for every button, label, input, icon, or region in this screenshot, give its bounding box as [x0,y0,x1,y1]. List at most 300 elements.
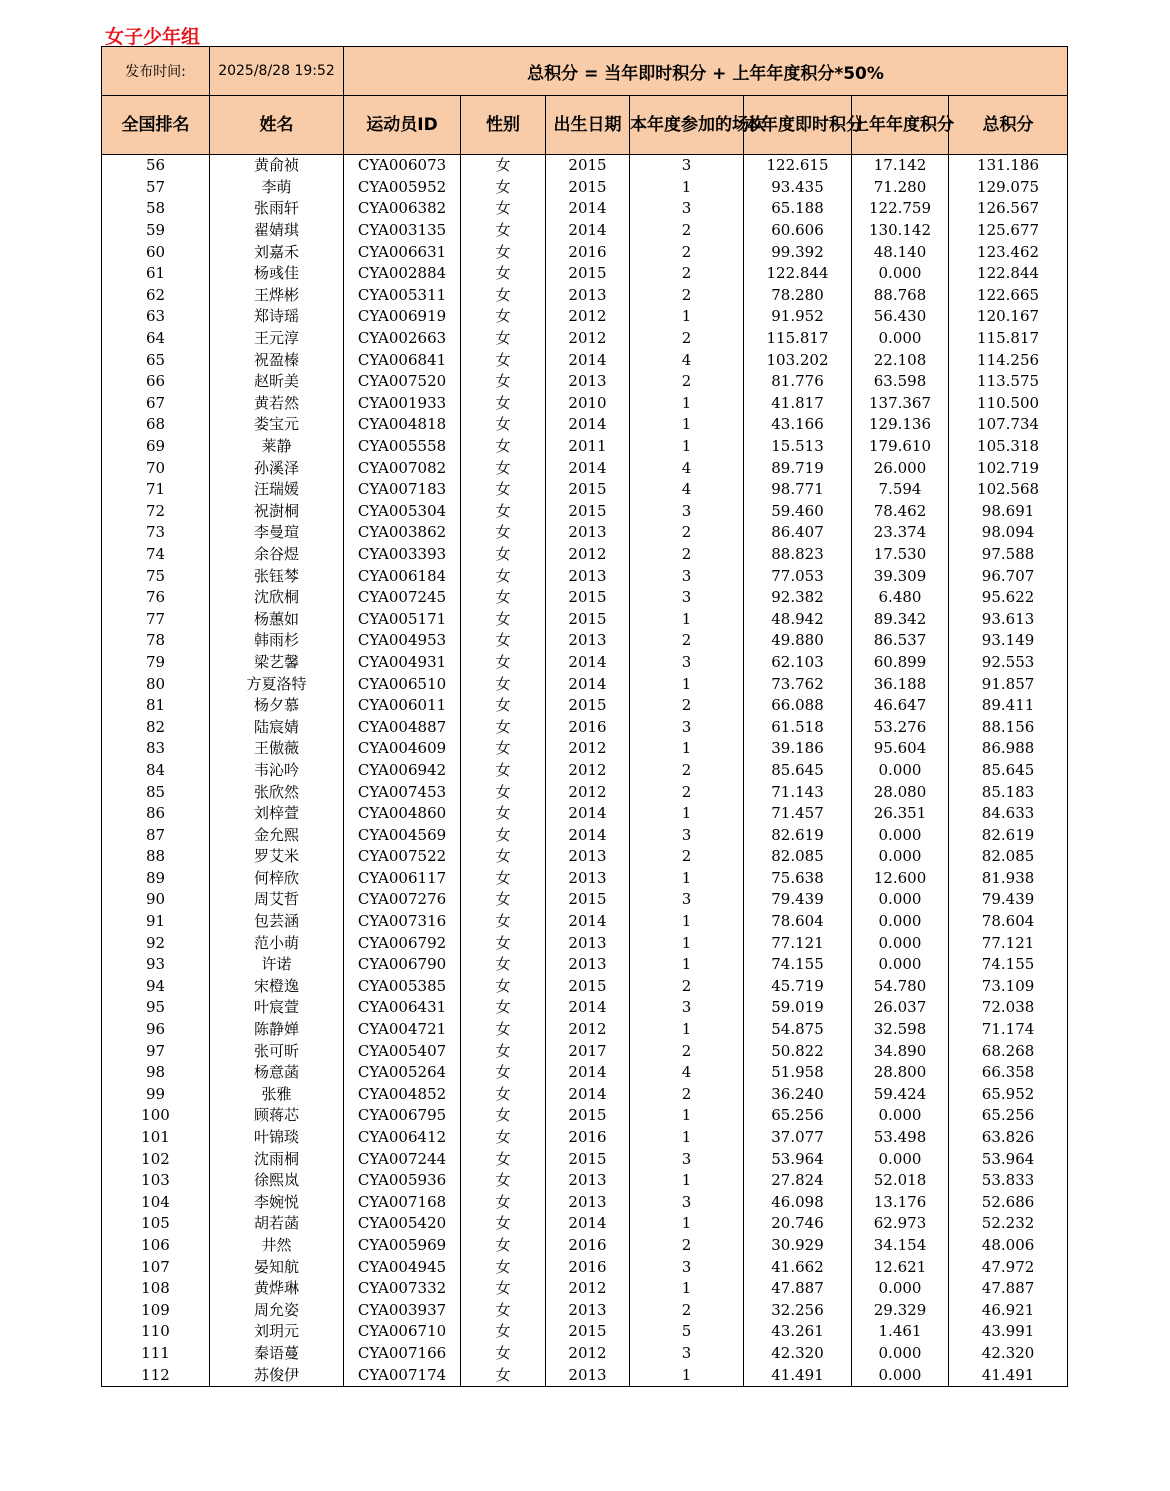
current-points-cell: 51.958 [744,1062,852,1084]
last-year-points-cell: 12.600 [852,868,949,890]
rank-cell: 96 [102,1019,210,1041]
current-points-cell: 47.887 [744,1278,852,1300]
athlete-id-cell: CYA006795 [344,1105,461,1127]
birth-year-cell: 2013 [546,522,630,544]
total-points-cell: 129.075 [949,177,1068,199]
table-row [102,1213,1068,1235]
name-cell: 张雅 [210,1084,344,1106]
athlete-id-cell: CYA005171 [344,608,461,630]
current-points-cell: 36.240 [744,1084,852,1106]
current-points-cell: 66.088 [744,695,852,717]
athlete-id-cell: CYA006841 [344,349,461,371]
gender-cell: 女 [461,1127,546,1149]
last-year-points-cell: 17.142 [852,155,949,177]
rank-cell: 110 [102,1321,210,1343]
total-points-cell: 68.268 [949,1040,1068,1062]
name-cell: 李曼瑄 [210,522,344,544]
current-points-cell: 82.619 [744,824,852,846]
rank-cell: 68 [102,414,210,436]
publish-time-value: 2025/8/28 19:52 [210,47,344,96]
last-year-points-cell: 0.000 [852,1148,949,1170]
table-row [102,1019,1068,1041]
table-row [102,608,1068,630]
total-points-cell: 123.462 [949,241,1068,263]
gender-cell: 女 [461,565,546,587]
rank-cell: 62 [102,285,210,307]
last-year-points-cell: 28.080 [852,781,949,803]
table-row [102,1127,1068,1149]
meta-row [102,47,1068,96]
events-count-cell: 4 [630,479,744,501]
name-cell: 张雨轩 [210,198,344,220]
gender-cell: 女 [461,608,546,630]
events-count-cell: 3 [630,198,744,220]
gender-cell: 女 [461,1256,546,1278]
name-cell: 胡若菡 [210,1213,344,1235]
current-points-cell: 122.615 [744,155,852,177]
table-row [102,587,1068,609]
table-row [102,414,1068,436]
rank-cell: 86 [102,803,210,825]
current-points-cell: 37.077 [744,1127,852,1149]
total-points-cell: 47.887 [949,1278,1068,1300]
current-points-cell: 71.457 [744,803,852,825]
rank-cell: 90 [102,889,210,911]
athlete-id-cell: CYA006011 [344,695,461,717]
total-points-cell: 71.174 [949,1019,1068,1041]
gender-cell: 女 [461,285,546,307]
rank-cell: 88 [102,846,210,868]
rank-cell: 80 [102,673,210,695]
gender-cell: 女 [461,673,546,695]
total-points-cell: 105.318 [949,436,1068,458]
name-cell: 包芸涵 [210,911,344,933]
table-row [102,932,1068,954]
current-points-cell: 46.098 [744,1192,852,1214]
name-cell: 孙溪泽 [210,457,344,479]
gender-cell: 女 [461,328,546,350]
name-cell: 杨彧佳 [210,263,344,285]
total-points-cell: 65.952 [949,1084,1068,1106]
current-points-cell: 41.662 [744,1256,852,1278]
events-count-cell: 1 [630,1278,744,1300]
rank-cell: 98 [102,1062,210,1084]
name-cell: 汪瑞媛 [210,479,344,501]
gender-cell: 女 [461,1343,546,1365]
athlete-id-cell: CYA006710 [344,1321,461,1343]
current-points-cell: 53.964 [744,1148,852,1170]
current-points-cell: 82.085 [744,846,852,868]
table-row [102,155,1068,177]
current-points-cell: 42.320 [744,1343,852,1365]
table-row [102,1062,1068,1084]
last-year-points-cell: 130.142 [852,220,949,242]
name-cell: 杨意菡 [210,1062,344,1084]
current-points-cell: 61.518 [744,716,852,738]
table-row [102,1278,1068,1300]
athlete-id-cell: CYA007168 [344,1192,461,1214]
athlete-id-cell: CYA007174 [344,1364,461,1386]
col-header-rank: 全国排名 [102,96,210,155]
birth-year-cell: 2014 [546,673,630,695]
gender-cell: 女 [461,306,546,328]
rank-cell: 74 [102,544,210,566]
gender-cell: 女 [461,824,546,846]
table-row [102,1040,1068,1062]
current-points-cell: 30.929 [744,1235,852,1257]
athlete-id-cell: CYA007166 [344,1343,461,1365]
name-cell: 郑诗瑶 [210,306,344,328]
total-points-cell: 74.155 [949,954,1068,976]
gender-cell: 女 [461,501,546,523]
events-count-cell: 2 [630,220,744,242]
table-row [102,198,1068,220]
birth-year-cell: 2014 [546,1062,630,1084]
table-row [102,501,1068,523]
table-row [102,565,1068,587]
total-points-cell: 95.622 [949,587,1068,609]
current-points-cell: 77.121 [744,932,852,954]
rank-cell: 72 [102,501,210,523]
last-year-points-cell: 137.367 [852,393,949,415]
rank-cell: 76 [102,587,210,609]
athlete-id-cell: CYA004818 [344,414,461,436]
table-row [102,846,1068,868]
athlete-id-cell: CYA006942 [344,760,461,782]
current-points-cell: 59.460 [744,501,852,523]
gender-cell: 女 [461,781,546,803]
birth-year-cell: 2012 [546,328,630,350]
rank-cell: 102 [102,1148,210,1170]
events-count-cell: 2 [630,371,744,393]
gender-cell: 女 [461,889,546,911]
birth-year-cell: 2014 [546,1084,630,1106]
page-title: 女子少年组 [105,26,201,48]
birth-year-cell: 2013 [546,846,630,868]
current-points-cell: 60.606 [744,220,852,242]
birth-year-cell: 2015 [546,889,630,911]
current-points-cell: 75.638 [744,868,852,890]
name-cell: 王傲薇 [210,738,344,760]
name-cell: 沈欣桐 [210,587,344,609]
total-points-cell: 88.156 [949,716,1068,738]
current-points-cell: 79.439 [744,889,852,911]
gender-cell: 女 [461,1278,546,1300]
table-row [102,1299,1068,1321]
table-row [102,371,1068,393]
birth-year-cell: 2015 [546,479,630,501]
birth-year-cell: 2014 [546,220,630,242]
athlete-id-cell: CYA007245 [344,587,461,609]
current-points-cell: 78.280 [744,285,852,307]
events-count-cell: 3 [630,997,744,1019]
gender-cell: 女 [461,414,546,436]
events-count-cell: 2 [630,1299,744,1321]
last-year-points-cell: 6.480 [852,587,949,609]
gender-cell: 女 [461,1299,546,1321]
athlete-id-cell: CYA006184 [344,565,461,587]
table-row [102,738,1068,760]
gender-cell: 女 [461,393,546,415]
last-year-points-cell: 0.000 [852,954,949,976]
athlete-id-cell: CYA004945 [344,1256,461,1278]
total-points-cell: 113.575 [949,371,1068,393]
col-header-current-points: 本年度即时积分 [744,96,852,155]
name-cell: 苏俊伊 [210,1364,344,1386]
last-year-points-cell: 52.018 [852,1170,949,1192]
table-row [102,954,1068,976]
current-points-cell: 65.256 [744,1105,852,1127]
events-count-cell: 2 [630,976,744,998]
total-points-cell: 125.677 [949,220,1068,242]
last-year-points-cell: 63.598 [852,371,949,393]
table-row [102,306,1068,328]
birth-year-cell: 2014 [546,911,630,933]
current-points-cell: 73.762 [744,673,852,695]
birth-year-cell: 2016 [546,1127,630,1149]
athlete-id-cell: CYA007183 [344,479,461,501]
gender-cell: 女 [461,220,546,242]
events-count-cell: 3 [630,1343,744,1365]
birth-year-cell: 2012 [546,1343,630,1365]
birth-year-cell: 2012 [546,781,630,803]
birth-year-cell: 2014 [546,198,630,220]
name-cell: 韩雨杉 [210,630,344,652]
birth-year-cell: 2013 [546,371,630,393]
athlete-id-cell: CYA006117 [344,868,461,890]
last-year-points-cell: 60.899 [852,652,949,674]
events-count-cell: 1 [630,803,744,825]
name-cell: 秦语蔓 [210,1343,344,1365]
birth-year-cell: 2013 [546,954,630,976]
last-year-points-cell: 48.140 [852,241,949,263]
last-year-points-cell: 34.154 [852,1235,949,1257]
name-cell: 祝盈榛 [210,349,344,371]
current-points-cell: 65.188 [744,198,852,220]
birth-year-cell: 2015 [546,976,630,998]
events-count-cell: 1 [630,1213,744,1235]
name-cell: 王元淳 [210,328,344,350]
name-cell: 沈雨桐 [210,1148,344,1170]
last-year-points-cell: 26.351 [852,803,949,825]
gender-cell: 女 [461,695,546,717]
events-count-cell: 2 [630,695,744,717]
total-points-cell: 82.619 [949,824,1068,846]
total-points-cell: 85.645 [949,760,1068,782]
rank-cell: 69 [102,436,210,458]
current-points-cell: 89.719 [744,457,852,479]
events-count-cell: 1 [630,608,744,630]
table-row [102,1084,1068,1106]
gender-cell: 女 [461,1321,546,1343]
table-row [102,1192,1068,1214]
last-year-points-cell: 129.136 [852,414,949,436]
athlete-id-cell: CYA007082 [344,457,461,479]
events-count-cell: 1 [630,932,744,954]
table-row [102,1105,1068,1127]
last-year-points-cell: 22.108 [852,349,949,371]
name-cell: 叶锦琰 [210,1127,344,1149]
table-row [102,1256,1068,1278]
col-header-name: 姓名 [210,96,344,155]
current-points-cell: 43.261 [744,1321,852,1343]
total-points-cell: 110.500 [949,393,1068,415]
events-count-cell: 5 [630,1321,744,1343]
table-row [102,911,1068,933]
birth-year-cell: 2012 [546,544,630,566]
events-count-cell: 1 [630,393,744,415]
table-row [102,673,1068,695]
col-header-birth-year: 出生日期 [546,96,630,155]
last-year-points-cell: 88.768 [852,285,949,307]
rank-cell: 105 [102,1213,210,1235]
col-header-total-points: 总积分 [949,96,1068,155]
events-count-cell: 2 [630,1040,744,1062]
events-count-cell: 3 [630,1256,744,1278]
name-cell: 莱静 [210,436,344,458]
events-count-cell: 2 [630,781,744,803]
rank-cell: 78 [102,630,210,652]
rank-cell: 103 [102,1170,210,1192]
name-cell: 刘梓萱 [210,803,344,825]
athlete-id-cell: CYA007332 [344,1278,461,1300]
events-count-cell: 2 [630,544,744,566]
total-points-cell: 46.921 [949,1299,1068,1321]
gender-cell: 女 [461,177,546,199]
birth-year-cell: 2015 [546,608,630,630]
athlete-id-cell: CYA004953 [344,630,461,652]
last-year-points-cell: 56.430 [852,306,949,328]
last-year-points-cell: 0.000 [852,263,949,285]
rank-cell: 64 [102,328,210,350]
current-points-cell: 122.844 [744,263,852,285]
name-cell: 范小萌 [210,932,344,954]
birth-year-cell: 2012 [546,760,630,782]
athlete-id-cell: CYA004569 [344,824,461,846]
last-year-points-cell: 0.000 [852,328,949,350]
name-cell: 方夏洛特 [210,673,344,695]
name-cell: 杨夕慕 [210,695,344,717]
gender-cell: 女 [461,997,546,1019]
table-row [102,479,1068,501]
rank-cell: 87 [102,824,210,846]
name-cell: 陆宸婧 [210,716,344,738]
athlete-id-cell: CYA002884 [344,263,461,285]
current-points-cell: 32.256 [744,1299,852,1321]
current-points-cell: 103.202 [744,349,852,371]
birth-year-cell: 2014 [546,349,630,371]
last-year-points-cell: 26.000 [852,457,949,479]
name-cell: 周允姿 [210,1299,344,1321]
table-row [102,760,1068,782]
name-cell: 张欣然 [210,781,344,803]
rank-cell: 106 [102,1235,210,1257]
name-cell: 何梓欣 [210,868,344,890]
last-year-points-cell: 28.800 [852,1062,949,1084]
events-count-cell: 3 [630,1148,744,1170]
name-cell: 陈静婵 [210,1019,344,1041]
current-points-cell: 74.155 [744,954,852,976]
rank-cell: 61 [102,263,210,285]
total-points-cell: 93.149 [949,630,1068,652]
last-year-points-cell: 0.000 [852,1343,949,1365]
gender-cell: 女 [461,1019,546,1041]
events-count-cell: 3 [630,1192,744,1214]
current-points-cell: 50.822 [744,1040,852,1062]
athlete-id-cell: CYA005304 [344,501,461,523]
current-points-cell: 59.019 [744,997,852,1019]
athlete-id-cell: CYA007276 [344,889,461,911]
table-row [102,824,1068,846]
name-cell: 黄俞祯 [210,155,344,177]
last-year-points-cell: 46.647 [852,695,949,717]
rank-cell: 57 [102,177,210,199]
gender-cell: 女 [461,760,546,782]
rank-cell: 70 [102,457,210,479]
birth-year-cell: 2016 [546,241,630,263]
rank-cell: 67 [102,393,210,415]
last-year-points-cell: 39.309 [852,565,949,587]
rank-cell: 75 [102,565,210,587]
table-row [102,349,1068,371]
current-points-cell: 88.823 [744,544,852,566]
last-year-points-cell: 34.890 [852,1040,949,1062]
rank-cell: 97 [102,1040,210,1062]
gender-cell: 女 [461,1105,546,1127]
birth-year-cell: 2014 [546,803,630,825]
gender-cell: 女 [461,544,546,566]
gender-cell: 女 [461,241,546,263]
last-year-points-cell: 1.461 [852,1321,949,1343]
total-points-cell: 114.256 [949,349,1068,371]
birth-year-cell: 2012 [546,1019,630,1041]
gender-cell: 女 [461,1062,546,1084]
rank-cell: 92 [102,932,210,954]
events-count-cell: 2 [630,285,744,307]
athlete-id-cell: CYA006510 [344,673,461,695]
total-points-cell: 53.964 [949,1148,1068,1170]
name-cell: 张钰棽 [210,565,344,587]
athlete-id-cell: CYA003135 [344,220,461,242]
name-cell: 韦沁吟 [210,760,344,782]
birth-year-cell: 2010 [546,393,630,415]
gender-cell: 女 [461,652,546,674]
table-row [102,436,1068,458]
gender-cell: 女 [461,630,546,652]
events-count-cell: 4 [630,457,744,479]
current-points-cell: 71.143 [744,781,852,803]
last-year-points-cell: 62.973 [852,1213,949,1235]
events-count-cell: 1 [630,868,744,890]
table-row [102,1364,1068,1386]
total-points-cell: 131.186 [949,155,1068,177]
athlete-id-cell: CYA006412 [344,1127,461,1149]
birth-year-cell: 2014 [546,824,630,846]
table-row [102,177,1068,199]
last-year-points-cell: 71.280 [852,177,949,199]
events-count-cell: 2 [630,630,744,652]
rank-cell: 91 [102,911,210,933]
birth-year-cell: 2015 [546,1321,630,1343]
birth-year-cell: 2015 [546,587,630,609]
total-points-cell: 78.604 [949,911,1068,933]
events-count-cell: 3 [630,587,744,609]
athlete-id-cell: CYA006431 [344,997,461,1019]
gender-cell: 女 [461,868,546,890]
current-points-cell: 15.513 [744,436,852,458]
total-points-cell: 91.857 [949,673,1068,695]
table-row [102,695,1068,717]
